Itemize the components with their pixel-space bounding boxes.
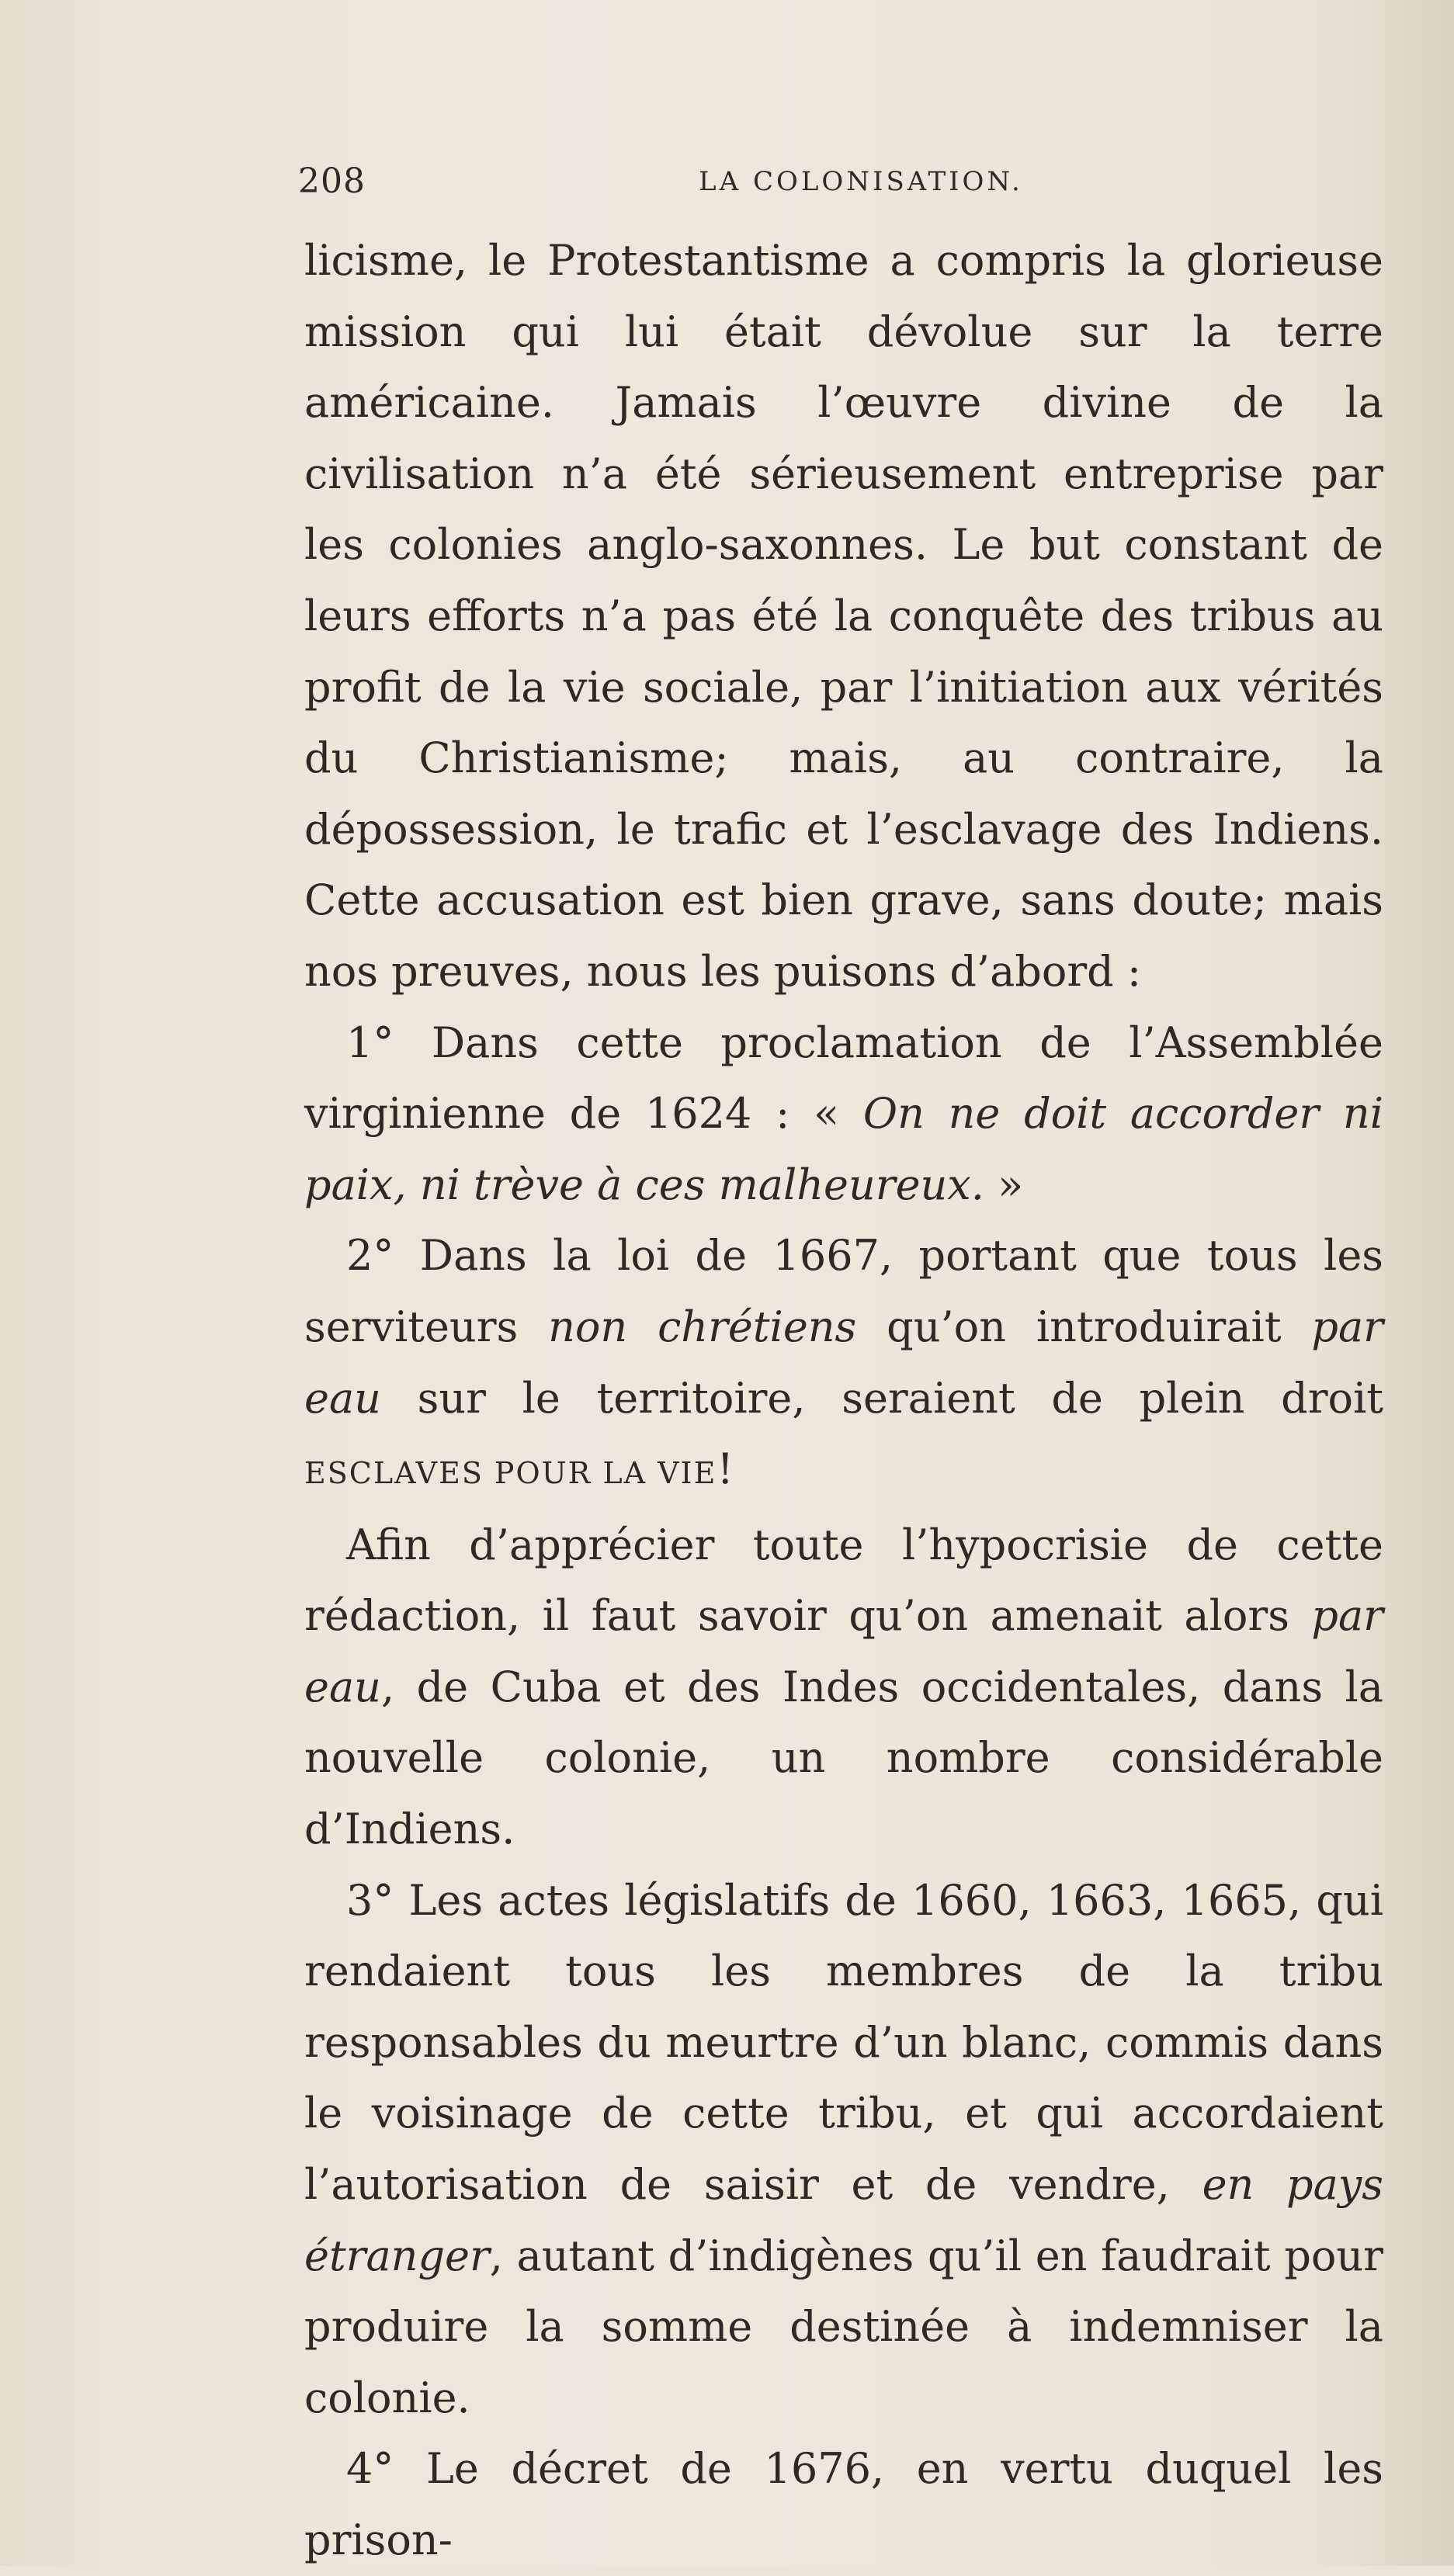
text-run: 3° Les actes législatifs de 1660, 1663, 1665, qui rendaient tous les membres de la tribu responsables du meurtre d’un blanc, commis dans le voisinage de cette tribu, et qui accordaient l’autorisation de saisir et de vendre, (304, 1875, 1383, 2210)
text-run: 2° Dans la loi de 1667, portant que tous les serviteurs (304, 1231, 1383, 1351)
running-title: LA COLONISATION. (699, 166, 1023, 197)
italic-phrase: en pays étranger (304, 2160, 1383, 2280)
paragraph-1: licisme, le Protestantisme a compris la glorieuse mission qui lui était dévolue sur la terre américaine. Jamais l’œuvre divine de la civilisation n’a été sérieusement entreprise par les colonies anglo-saxonnes. Le but constant de leurs efforts n’a pas été la conquête des tribus au profit de la vie sociale, par l’initiation aux vérités du Christianisme; mais, au contraire, la dépossession, le trafic et l’esclavage des Indiens. Cette accusation est bien grave, sans doute; mais nos preuves, nous les puisons d’abord : (304, 236, 1383, 996)
paragraph-2 (304, 1007, 1383, 1221)
text-run: » (984, 1160, 1024, 1209)
italic-phrase: par eau (304, 1302, 1383, 1423)
text-run: ! (717, 1444, 734, 1494)
italic-quote: On ne doit accorder ni paix, ni trève à ces malheureux. (304, 1089, 1383, 1209)
italic-phrase: par eau (304, 1591, 1383, 1711)
text-run: , de Cuba et des Indes occidentales, dans la nouvelle colonie, un nombre considérable d’Indiens. (304, 1662, 1383, 1854)
page-number: 208 (298, 161, 366, 201)
text-run: , autant d’indigènes qu’il en faudrait pour produire la somme destinée à indemniser la colonie. (304, 2231, 1383, 2422)
body-text (304, 225, 1383, 2576)
paragraph-3 (304, 1220, 1383, 1509)
page-header (0, 161, 1454, 208)
italic-phrase: non chrétiens (548, 1302, 857, 1351)
text-run: qu’on introduirait (856, 1302, 1312, 1351)
text-run: Afin d’apprécier toute l’hypocrisie de cette rédaction, il faut savoir qu’on amenait alors (304, 1520, 1383, 1641)
small-caps-phrase: ESCLAVES POUR LA VIE (304, 1456, 717, 1491)
paragraph-6: 4° Le décret de 1676, en vertu duquel les prison- (304, 2444, 1383, 2564)
paragraph-5 (304, 1865, 1383, 2434)
text-run: 1° Dans cette proclamation de l’Assemblée virginienne de 1624 : « (304, 1018, 1383, 1139)
paragraph-4 (304, 1510, 1383, 1865)
text-run: sur le territoire, seraient de plein droit (380, 1373, 1383, 1423)
